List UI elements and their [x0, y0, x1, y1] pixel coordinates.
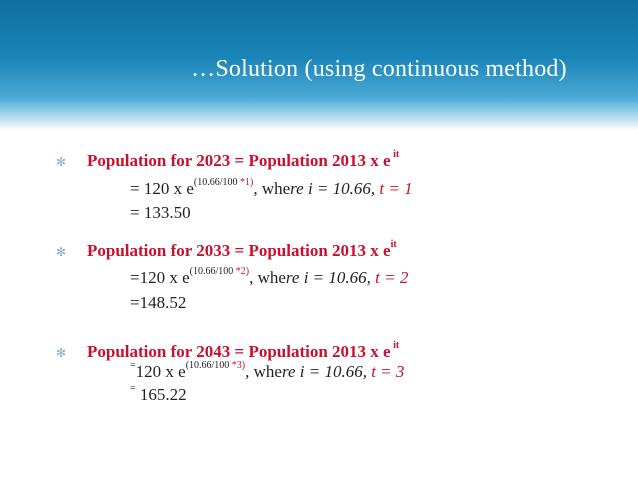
- bullet-heading-text: Population for 2043 = Population 2013 x e: [87, 342, 391, 361]
- slide-title: …Solution (using continuous method): [191, 56, 567, 82]
- result-line-3: [130, 385, 187, 405]
- bullet-heading-3: [87, 342, 399, 362]
- equals-superscript: =: [130, 383, 136, 395]
- formula-where: , whe: [245, 362, 282, 381]
- exponent-base: (10.66/100: [193, 177, 240, 189]
- exponent-base: (10.66/100: [185, 360, 232, 372]
- exponent: it: [390, 149, 400, 161]
- exponent-time: *1): [240, 177, 254, 189]
- formula-prefix: = 120 x e: [130, 179, 194, 198]
- asterisk-bullet-icon: ✻: [56, 346, 67, 360]
- formula-rate: re i = 10.66,: [281, 362, 372, 381]
- formula-time: t = 1: [379, 179, 413, 198]
- bullet-heading-2: [87, 241, 397, 261]
- exponent-time: *3): [231, 360, 246, 372]
- exponent: it: [390, 340, 400, 352]
- formula-line-3: [130, 362, 404, 382]
- formula-prefix: 120 x e: [135, 362, 186, 381]
- formula-line-1: [130, 179, 413, 199]
- formula-prefix: =120 x e: [130, 268, 190, 287]
- formula-time: t = 2: [375, 268, 409, 287]
- bullet-heading-1: [87, 151, 399, 171]
- formula-where: , whe: [249, 268, 286, 287]
- formula-rate: re i = 10.66,: [290, 179, 380, 198]
- asterisk-bullet-icon: ✻: [56, 155, 67, 169]
- formula-time: t = 3: [371, 362, 405, 381]
- exponent-time: *2): [235, 266, 250, 278]
- bullet-heading-text: Population for 2023 = Population 2013 x e: [87, 151, 391, 170]
- exponent-base: (10.66/100: [189, 266, 236, 278]
- formula-line-2: [130, 268, 408, 288]
- formula-rate: re i = 10.66,: [285, 268, 376, 287]
- bullet-heading-text: Population for 2033 = Population 2013 x e: [87, 241, 391, 260]
- result-line-2: =148.52: [130, 293, 187, 312]
- asterisk-bullet-icon: ✻: [56, 245, 67, 259]
- result-line-1: = 133.50: [130, 203, 191, 222]
- result-value: 165.22: [135, 385, 187, 404]
- equals-superscript: =: [130, 360, 136, 372]
- formula-where: , whe: [253, 179, 291, 198]
- exponent: it: [390, 239, 397, 251]
